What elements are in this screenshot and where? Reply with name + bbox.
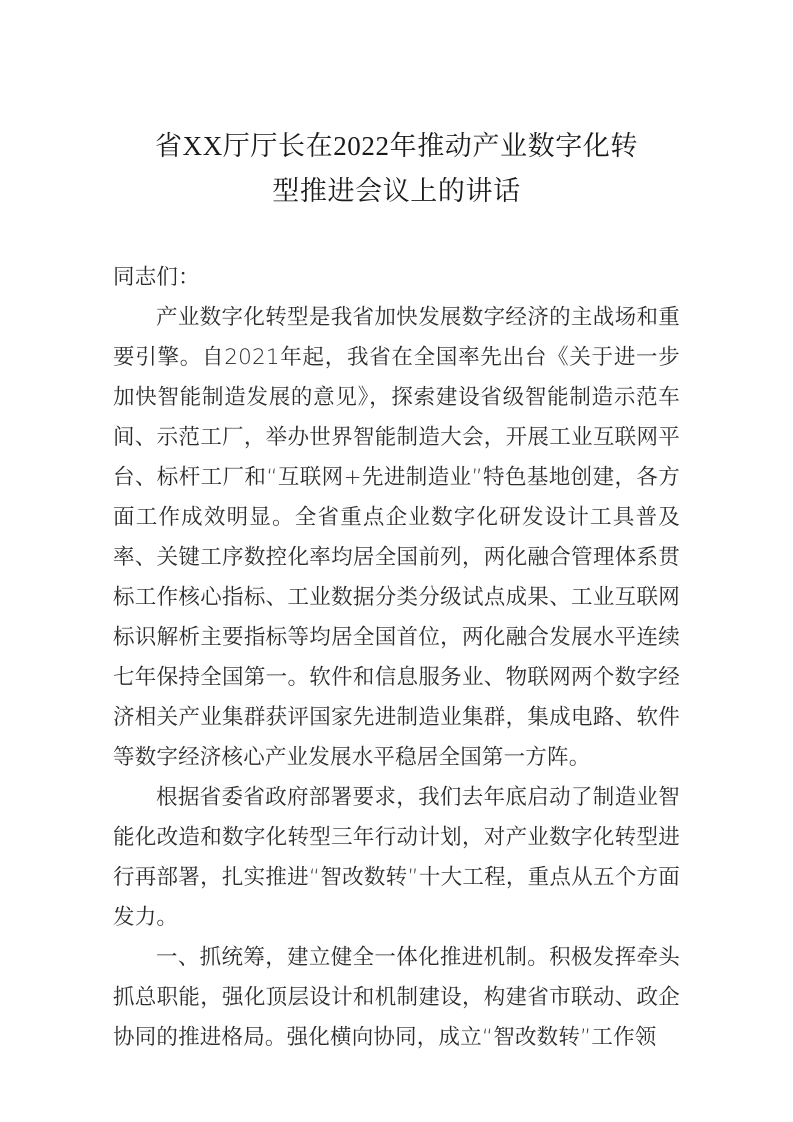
document-body — [113, 214, 680, 1058]
paragraph-2: 根据省委省政府部署要求，我们去年底启动了制造业智能化改造和数字化转型三年行动计划，对产业数字化转型进行再部署，扎实推进“智改数转”十大工程，重点从五个方面发力。 — [113, 785, 680, 930]
paragraph-1: 产业数字化转型是我省加快发展数字经济的主战场和重要引擎。自2021年起，我省在全国率先出台《关于进一步加快智能制造发展的意见》，探索建设省级智能制造示范车间、示范工厂，举办世界智能制造大会，开展工业互联网平台、标杆工厂和“互联网+先进制造业”特色基地创建，各方面工作成效明显。全省重点企业数字化研发设计工具普及率、关键工序数控化率均居全国前列，两化融合管理体系贯标工作核心指标、工业数据分类分级试点成果、工业互联网标识解析主要指标等均居全国首位，两化融合发展水平连续七年保持全国第一。软件和信息服务业、物联网两个数字经济相关产业集群获评国家先进制造业集群，集成电路、软件等数字经济核心产业发展水平稳居全国第一方阵。 — [113, 305, 680, 770]
document-content-area — [113, 0, 680, 1058]
document-title — [113, 0, 680, 214]
title-line-1: 省XX厅厅长在2022年推动产业数字化转 — [155, 131, 638, 161]
paragraph-3: 一、抓统筹，建立健全一体化推进机制。积极发挥牵头抓总职能，强化顶层设计和机制建设，构建省市联动、政企协同的推进格局。强化横向协同，成立“智改数转”工作领 — [113, 945, 680, 1050]
title-line-2: 型推进会议上的讲话 — [272, 176, 521, 206]
salutation: 同志们： — [113, 265, 200, 290]
